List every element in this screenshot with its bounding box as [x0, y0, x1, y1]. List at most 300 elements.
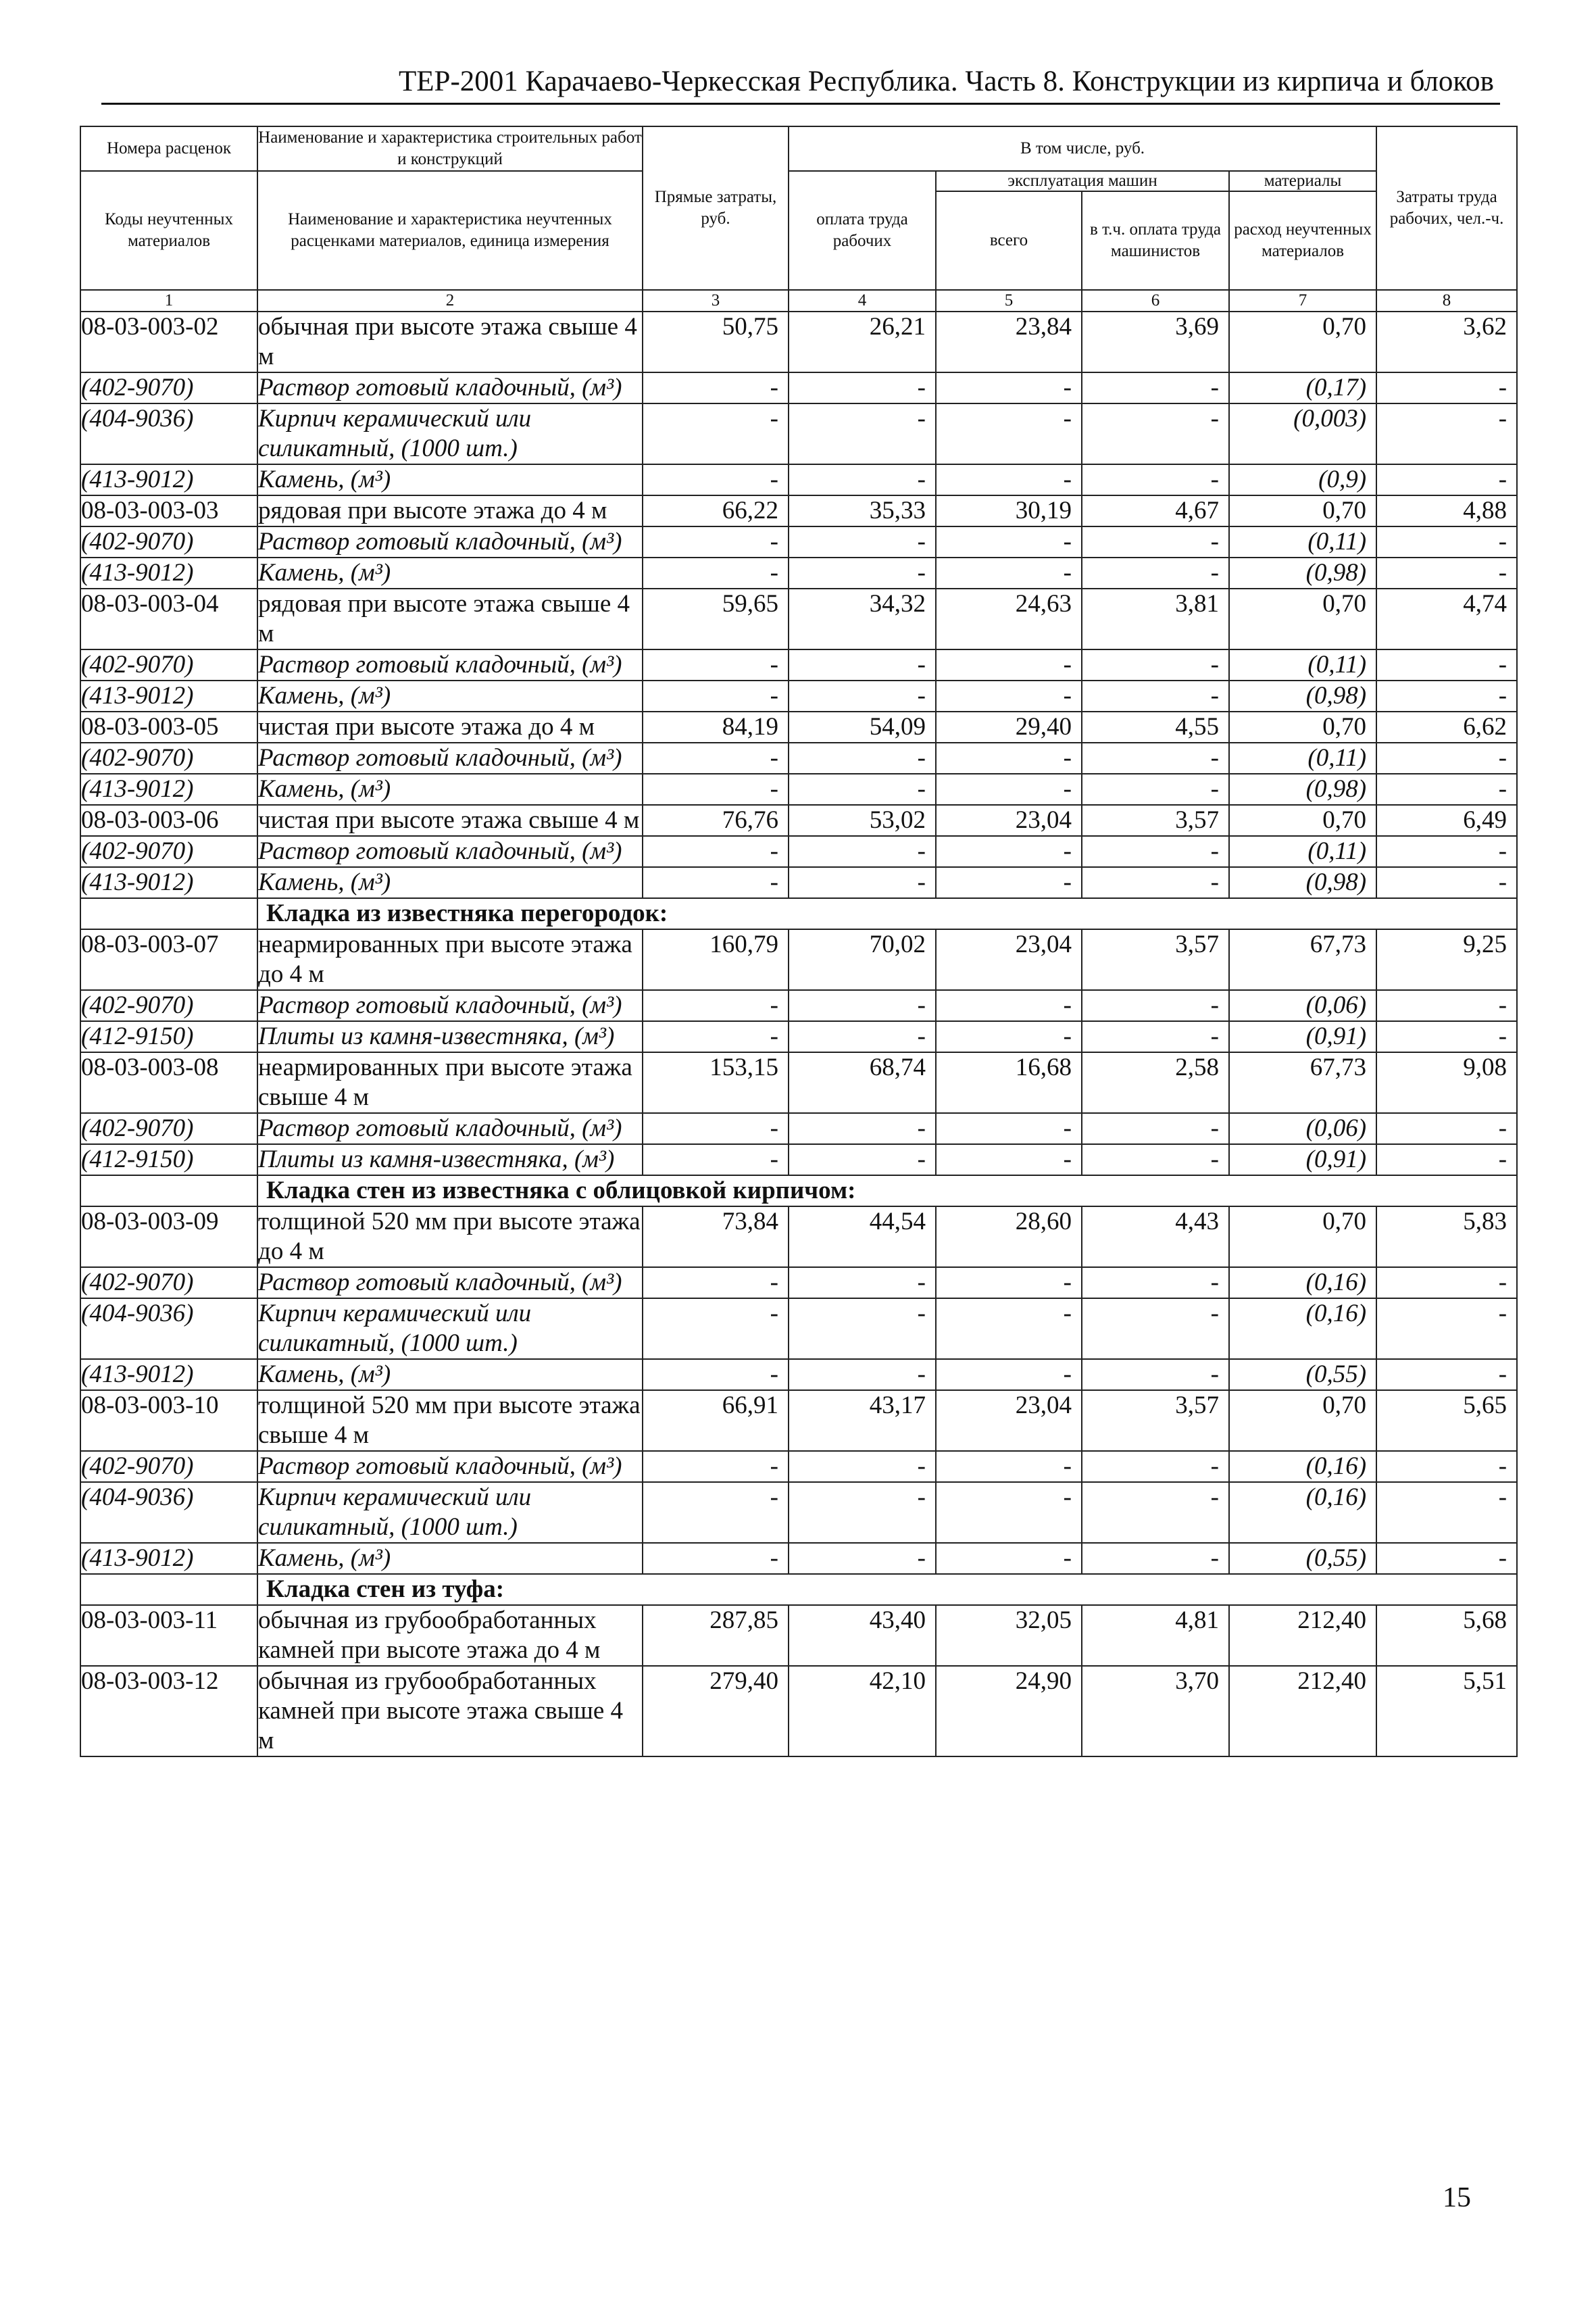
- rate-row: [80, 1206, 1517, 1267]
- material-name: Раствор готовый кладочный, (м³): [257, 1451, 643, 1482]
- material-row: [80, 743, 1517, 774]
- material-row: [80, 1359, 1517, 1390]
- empty-dash: -: [643, 1021, 789, 1052]
- material-row: [80, 403, 1517, 464]
- rate-code: 08-03-003-12: [80, 1666, 257, 1756]
- material-code: (413-9012): [80, 774, 257, 805]
- header-col6: в т.ч. оплата труда машинистов: [1082, 191, 1229, 290]
- direct-cost: 66,22: [643, 495, 789, 526]
- material-name: Камень, (м³): [257, 867, 643, 898]
- material-code: (402-9070): [80, 372, 257, 403]
- material-quantity: (0,11): [1229, 526, 1376, 558]
- material-name: Кирпич керамический или силикатный, (1000 шт.): [257, 403, 643, 464]
- empty-dash: -: [789, 1113, 936, 1144]
- material-name: Раствор готовый кладочный, (м³): [257, 990, 643, 1021]
- machine-total: 30,19: [936, 495, 1082, 526]
- empty-dash: -: [1082, 649, 1229, 681]
- material-code: (412-9150): [80, 1021, 257, 1052]
- rate-row: [80, 495, 1517, 526]
- material-name: Раствор готовый кладочный, (м³): [257, 836, 643, 867]
- material-name: Плиты из камня-известняка, (м³): [257, 1021, 643, 1052]
- empty-dash: -: [1082, 1359, 1229, 1390]
- direct-cost: 84,19: [643, 712, 789, 743]
- material-quantity: (0,9): [1229, 464, 1376, 495]
- material-name: Камень, (м³): [257, 1543, 643, 1574]
- empty-dash: -: [1082, 464, 1229, 495]
- section-title: Кладка стен из известняка с облицовкой кирпичом:: [257, 1175, 1517, 1206]
- empty-dash: -: [936, 1021, 1082, 1052]
- empty-dash: -: [789, 1298, 936, 1359]
- column-number: 8: [1376, 290, 1517, 312]
- empty-dash: -: [1082, 1267, 1229, 1298]
- empty-dash: -: [1376, 1543, 1517, 1574]
- empty-dash: -: [936, 1451, 1082, 1482]
- material-name: Раствор готовый кладочный, (м³): [257, 1267, 643, 1298]
- empty-dash: -: [1082, 1451, 1229, 1482]
- rate-description: рядовая при высоте этажа до 4 м: [257, 495, 643, 526]
- header-group: В том числе, руб.: [789, 126, 1376, 171]
- rate-code: 08-03-003-02: [80, 312, 257, 372]
- material-quantity: (0,98): [1229, 867, 1376, 898]
- column-number: 5: [936, 290, 1082, 312]
- page-title: ТЕР-2001 Карачаево-Черкесская Республика. Часть 8. Конструкции из кирпича и блоков: [399, 66, 1494, 97]
- machinist-pay: 3,57: [1082, 805, 1229, 836]
- labor-pay: 35,33: [789, 495, 936, 526]
- empty-dash: -: [789, 1021, 936, 1052]
- material-quantity: (0,11): [1229, 836, 1376, 867]
- rate-description: рядовая при высоте этажа свыше 4 м: [257, 589, 643, 649]
- labor-hours: 3,62: [1376, 312, 1517, 372]
- empty-dash: -: [1376, 464, 1517, 495]
- empty-dash: -: [1082, 743, 1229, 774]
- empty-dash: -: [789, 1144, 936, 1175]
- material-code: (402-9070): [80, 743, 257, 774]
- rate-code: 08-03-003-05: [80, 712, 257, 743]
- empty-dash: -: [1082, 1482, 1229, 1543]
- empty-dash: -: [1376, 1021, 1517, 1052]
- header-col1-top: Номера расценок: [80, 126, 257, 171]
- material-code: (413-9012): [80, 558, 257, 589]
- empty-dash: -: [1082, 774, 1229, 805]
- empty-dash: -: [936, 1359, 1082, 1390]
- labor-hours: 4,88: [1376, 495, 1517, 526]
- section-spacer: [80, 1574, 257, 1605]
- empty-dash: -: [789, 403, 936, 464]
- machinist-pay: 3,70: [1082, 1666, 1229, 1756]
- machine-total: 32,05: [936, 1605, 1082, 1666]
- material-row: [80, 1482, 1517, 1543]
- material-row: [80, 1451, 1517, 1482]
- materials-cost: 0,70: [1229, 495, 1376, 526]
- empty-dash: -: [643, 1113, 789, 1144]
- direct-cost: 76,76: [643, 805, 789, 836]
- rate-code: 08-03-003-08: [80, 1052, 257, 1113]
- header-machines-group: эксплуатация машин: [936, 171, 1229, 191]
- labor-pay: 43,40: [789, 1605, 936, 1666]
- materials-cost: 0,70: [1229, 805, 1376, 836]
- labor-hours: 5,68: [1376, 1605, 1517, 1666]
- direct-cost: 73,84: [643, 1206, 789, 1267]
- rate-description: неармированных при высоте этажа до 4 м: [257, 929, 643, 990]
- labor-hours: 4,74: [1376, 589, 1517, 649]
- materials-cost: 0,70: [1229, 712, 1376, 743]
- rate-code: 08-03-003-03: [80, 495, 257, 526]
- direct-cost: 66,91: [643, 1390, 789, 1451]
- empty-dash: -: [1376, 867, 1517, 898]
- material-code: (402-9070): [80, 526, 257, 558]
- material-code: (413-9012): [80, 464, 257, 495]
- empty-dash: -: [789, 526, 936, 558]
- material-code: (402-9070): [80, 649, 257, 681]
- labor-pay: 68,74: [789, 1052, 936, 1113]
- material-quantity: (0,06): [1229, 1113, 1376, 1144]
- labor-pay: 34,32: [789, 589, 936, 649]
- empty-dash: -: [643, 743, 789, 774]
- machinist-pay: 4,55: [1082, 712, 1229, 743]
- empty-dash: -: [1082, 1298, 1229, 1359]
- empty-dash: -: [643, 1144, 789, 1175]
- header-col7: расход неучтенных материалов: [1229, 191, 1376, 290]
- empty-dash: -: [643, 1451, 789, 1482]
- section-row: [80, 1175, 1517, 1206]
- empty-dash: -: [936, 681, 1082, 712]
- material-row: [80, 372, 1517, 403]
- machine-total: 29,40: [936, 712, 1082, 743]
- empty-dash: -: [1082, 403, 1229, 464]
- section-spacer: [80, 1175, 257, 1206]
- title-rule: [101, 103, 1500, 105]
- empty-dash: -: [643, 1482, 789, 1543]
- rate-row: [80, 312, 1517, 372]
- direct-cost: 50,75: [643, 312, 789, 372]
- header-col5: всего: [936, 191, 1082, 290]
- empty-dash: -: [789, 558, 936, 589]
- materials-cost: 0,70: [1229, 1390, 1376, 1451]
- empty-dash: -: [1082, 1021, 1229, 1052]
- empty-dash: -: [643, 649, 789, 681]
- empty-dash: -: [789, 1451, 936, 1482]
- labor-hours: 5,51: [1376, 1666, 1517, 1756]
- empty-dash: -: [936, 1113, 1082, 1144]
- machine-total: 28,60: [936, 1206, 1082, 1267]
- machine-total: 23,84: [936, 312, 1082, 372]
- material-name: Кирпич керамический или силикатный, (1000 шт.): [257, 1482, 643, 1543]
- empty-dash: -: [1082, 1543, 1229, 1574]
- machinist-pay: 3,57: [1082, 1390, 1229, 1451]
- empty-dash: -: [643, 403, 789, 464]
- machinist-pay: 3,69: [1082, 312, 1229, 372]
- material-code: (402-9070): [80, 836, 257, 867]
- material-code: (404-9036): [80, 1298, 257, 1359]
- empty-dash: -: [643, 1267, 789, 1298]
- materials-cost: 0,70: [1229, 589, 1376, 649]
- labor-hours: 5,83: [1376, 1206, 1517, 1267]
- material-code: (413-9012): [80, 681, 257, 712]
- materials-cost: 67,73: [1229, 1052, 1376, 1113]
- column-number: 2: [257, 290, 643, 312]
- material-name: Раствор готовый кладочный, (м³): [257, 743, 643, 774]
- material-row: [80, 1267, 1517, 1298]
- empty-dash: -: [643, 867, 789, 898]
- materials-cost: 212,40: [1229, 1605, 1376, 1666]
- material-quantity: (0,11): [1229, 743, 1376, 774]
- labor-hours: 6,62: [1376, 712, 1517, 743]
- column-number: 4: [789, 290, 936, 312]
- labor-pay: 43,17: [789, 1390, 936, 1451]
- material-code: (404-9036): [80, 403, 257, 464]
- empty-dash: -: [1376, 526, 1517, 558]
- rate-description: чистая при высоте этажа до 4 м: [257, 712, 643, 743]
- rate-row: [80, 1390, 1517, 1451]
- rate-description: неармированных при высоте этажа свыше 4 м: [257, 1052, 643, 1113]
- direct-cost: 287,85: [643, 1605, 789, 1666]
- material-name: Камень, (м³): [257, 774, 643, 805]
- rate-row: [80, 1666, 1517, 1756]
- empty-dash: -: [789, 774, 936, 805]
- material-quantity: (0,16): [1229, 1298, 1376, 1359]
- material-quantity: (0,91): [1229, 1021, 1376, 1052]
- header-col1-bottom: Коды неучтенных материалов: [80, 171, 257, 290]
- column-number: 7: [1229, 290, 1376, 312]
- machine-total: 24,90: [936, 1666, 1082, 1756]
- material-quantity: (0,55): [1229, 1543, 1376, 1574]
- material-quantity: (0,98): [1229, 774, 1376, 805]
- empty-dash: -: [1082, 558, 1229, 589]
- material-name: Камень, (м³): [257, 1359, 643, 1390]
- empty-dash: -: [936, 403, 1082, 464]
- material-row: [80, 649, 1517, 681]
- empty-dash: -: [1082, 1144, 1229, 1175]
- material-name: Камень, (м³): [257, 464, 643, 495]
- rate-code: 08-03-003-09: [80, 1206, 257, 1267]
- labor-pay: 54,09: [789, 712, 936, 743]
- material-quantity: (0,17): [1229, 372, 1376, 403]
- material-row: [80, 774, 1517, 805]
- material-quantity: (0,91): [1229, 1144, 1376, 1175]
- direct-cost: 153,15: [643, 1052, 789, 1113]
- empty-dash: -: [936, 774, 1082, 805]
- labor-pay: 53,02: [789, 805, 936, 836]
- rate-description: обычная из грубообработанных камней при высоте этажа свыше 4 м: [257, 1666, 643, 1756]
- material-row: [80, 681, 1517, 712]
- rates-table: [80, 126, 1518, 1757]
- empty-dash: -: [936, 867, 1082, 898]
- section-title: Кладка стен из туфа:: [257, 1574, 1517, 1605]
- material-name: Раствор готовый кладочный, (м³): [257, 1113, 643, 1144]
- empty-dash: -: [1082, 372, 1229, 403]
- empty-dash: -: [643, 836, 789, 867]
- empty-dash: -: [1082, 990, 1229, 1021]
- empty-dash: -: [936, 1482, 1082, 1543]
- empty-dash: -: [936, 1267, 1082, 1298]
- material-quantity: (0,11): [1229, 649, 1376, 681]
- header-col2-bottom: Наименование и характеристика неучтенных расценками материалов, единица измерения: [257, 171, 643, 290]
- machine-total: 16,68: [936, 1052, 1082, 1113]
- empty-dash: -: [1376, 681, 1517, 712]
- empty-dash: -: [1376, 1451, 1517, 1482]
- rate-description: толщиной 520 мм при высоте этажа до 4 м: [257, 1206, 643, 1267]
- machinist-pay: 3,57: [1082, 929, 1229, 990]
- empty-dash: -: [643, 990, 789, 1021]
- rate-description: обычная при высоте этажа свыше 4 м: [257, 312, 643, 372]
- direct-cost: 59,65: [643, 589, 789, 649]
- material-row: [80, 867, 1517, 898]
- machine-total: 23,04: [936, 929, 1082, 990]
- empty-dash: -: [936, 558, 1082, 589]
- labor-hours: 5,65: [1376, 1390, 1517, 1451]
- material-code: (413-9012): [80, 867, 257, 898]
- empty-dash: -: [643, 681, 789, 712]
- empty-dash: -: [1376, 836, 1517, 867]
- material-code: (404-9036): [80, 1482, 257, 1543]
- empty-dash: -: [936, 649, 1082, 681]
- machinist-pay: 4,43: [1082, 1206, 1229, 1267]
- empty-dash: -: [643, 526, 789, 558]
- material-row: [80, 526, 1517, 558]
- rate-row: [80, 929, 1517, 990]
- material-name: Раствор готовый кладочный, (м³): [257, 649, 643, 681]
- rate-code: 08-03-003-04: [80, 589, 257, 649]
- material-row: [80, 836, 1517, 867]
- header-materials-group: материалы: [1229, 171, 1376, 191]
- material-quantity: (0,06): [1229, 990, 1376, 1021]
- rate-code: 08-03-003-11: [80, 1605, 257, 1666]
- header-col4: оплата труда рабочих: [789, 171, 936, 290]
- material-row: [80, 1113, 1517, 1144]
- material-name: Камень, (м³): [257, 681, 643, 712]
- empty-dash: -: [1082, 1113, 1229, 1144]
- rate-code: 08-03-003-06: [80, 805, 257, 836]
- empty-dash: -: [789, 681, 936, 712]
- labor-pay: 44,54: [789, 1206, 936, 1267]
- labor-pay: 70,02: [789, 929, 936, 990]
- empty-dash: -: [936, 372, 1082, 403]
- empty-dash: -: [1376, 1113, 1517, 1144]
- material-row: [80, 1021, 1517, 1052]
- material-row: [80, 1144, 1517, 1175]
- empty-dash: -: [789, 649, 936, 681]
- rate-row: [80, 805, 1517, 836]
- empty-dash: -: [789, 836, 936, 867]
- material-quantity: (0,003): [1229, 403, 1376, 464]
- material-code: (413-9012): [80, 1359, 257, 1390]
- material-code: (402-9070): [80, 1267, 257, 1298]
- machine-total: 24,63: [936, 589, 1082, 649]
- empty-dash: -: [1376, 558, 1517, 589]
- empty-dash: -: [1376, 403, 1517, 464]
- empty-dash: -: [1376, 990, 1517, 1021]
- page-number: 15: [1443, 2182, 1471, 2213]
- empty-dash: -: [643, 1298, 789, 1359]
- empty-dash: -: [936, 836, 1082, 867]
- materials-cost: 67,73: [1229, 929, 1376, 990]
- labor-hours: 9,08: [1376, 1052, 1517, 1113]
- material-name: Кирпич керамический или силикатный, (1000 шт.): [257, 1298, 643, 1359]
- materials-cost: 0,70: [1229, 1206, 1376, 1267]
- materials-cost: 212,40: [1229, 1666, 1376, 1756]
- empty-dash: -: [936, 1543, 1082, 1574]
- material-row: [80, 464, 1517, 495]
- empty-dash: -: [1082, 867, 1229, 898]
- material-row: [80, 558, 1517, 589]
- empty-dash: -: [789, 990, 936, 1021]
- empty-dash: -: [936, 990, 1082, 1021]
- empty-dash: -: [789, 464, 936, 495]
- material-code: (412-9150): [80, 1144, 257, 1175]
- material-code: (402-9070): [80, 1113, 257, 1144]
- empty-dash: -: [1376, 1298, 1517, 1359]
- labor-hours: 6,49: [1376, 805, 1517, 836]
- material-name: Камень, (м³): [257, 558, 643, 589]
- material-row: [80, 1298, 1517, 1359]
- rate-description: обычная из грубообработанных камней при высоте этажа до 4 м: [257, 1605, 643, 1666]
- material-quantity: (0,98): [1229, 558, 1376, 589]
- rate-row: [80, 1605, 1517, 1666]
- rate-description: толщиной 520 мм при высоте этажа свыше 4 м: [257, 1390, 643, 1451]
- labor-pay: 26,21: [789, 312, 936, 372]
- column-number: 1: [80, 290, 257, 312]
- empty-dash: -: [1376, 1267, 1517, 1298]
- empty-dash: -: [936, 464, 1082, 495]
- labor-hours: 9,25: [1376, 929, 1517, 990]
- material-quantity: (0,55): [1229, 1359, 1376, 1390]
- empty-dash: -: [789, 867, 936, 898]
- empty-dash: -: [643, 1543, 789, 1574]
- rate-row: [80, 589, 1517, 649]
- header-col3: Прямые затраты, руб.: [643, 126, 789, 290]
- direct-cost: 279,40: [643, 1666, 789, 1756]
- empty-dash: -: [789, 743, 936, 774]
- empty-dash: -: [1376, 649, 1517, 681]
- material-code: (413-9012): [80, 1543, 257, 1574]
- material-name: Плиты из камня-известняка, (м³): [257, 1144, 643, 1175]
- machinist-pay: 4,67: [1082, 495, 1229, 526]
- materials-cost: 0,70: [1229, 312, 1376, 372]
- material-quantity: (0,98): [1229, 681, 1376, 712]
- labor-pay: 42,10: [789, 1666, 936, 1756]
- material-quantity: (0,16): [1229, 1451, 1376, 1482]
- empty-dash: -: [643, 558, 789, 589]
- empty-dash: -: [936, 1144, 1082, 1175]
- empty-dash: -: [643, 1359, 789, 1390]
- header-col8: Затраты труда рабочих, чел.-ч.: [1376, 126, 1517, 290]
- direct-cost: 160,79: [643, 929, 789, 990]
- empty-dash: -: [643, 372, 789, 403]
- empty-dash: -: [936, 1298, 1082, 1359]
- empty-dash: -: [643, 464, 789, 495]
- empty-dash: -: [936, 743, 1082, 774]
- rate-description: чистая при высоте этажа свыше 4 м: [257, 805, 643, 836]
- machine-total: 23,04: [936, 1390, 1082, 1451]
- empty-dash: -: [1082, 681, 1229, 712]
- section-spacer: [80, 898, 257, 929]
- rate-row: [80, 712, 1517, 743]
- material-name: Раствор готовый кладочный, (м³): [257, 372, 643, 403]
- material-row: [80, 990, 1517, 1021]
- empty-dash: -: [1082, 836, 1229, 867]
- empty-dash: -: [789, 372, 936, 403]
- empty-dash: -: [1376, 1144, 1517, 1175]
- rate-code: 08-03-003-10: [80, 1390, 257, 1451]
- empty-dash: -: [1376, 1482, 1517, 1543]
- material-name: Раствор готовый кладочный, (м³): [257, 526, 643, 558]
- empty-dash: -: [1376, 1359, 1517, 1390]
- material-row: [80, 1543, 1517, 1574]
- material-code: (402-9070): [80, 990, 257, 1021]
- empty-dash: -: [936, 526, 1082, 558]
- empty-dash: -: [789, 1359, 936, 1390]
- machinist-pay: 2,58: [1082, 1052, 1229, 1113]
